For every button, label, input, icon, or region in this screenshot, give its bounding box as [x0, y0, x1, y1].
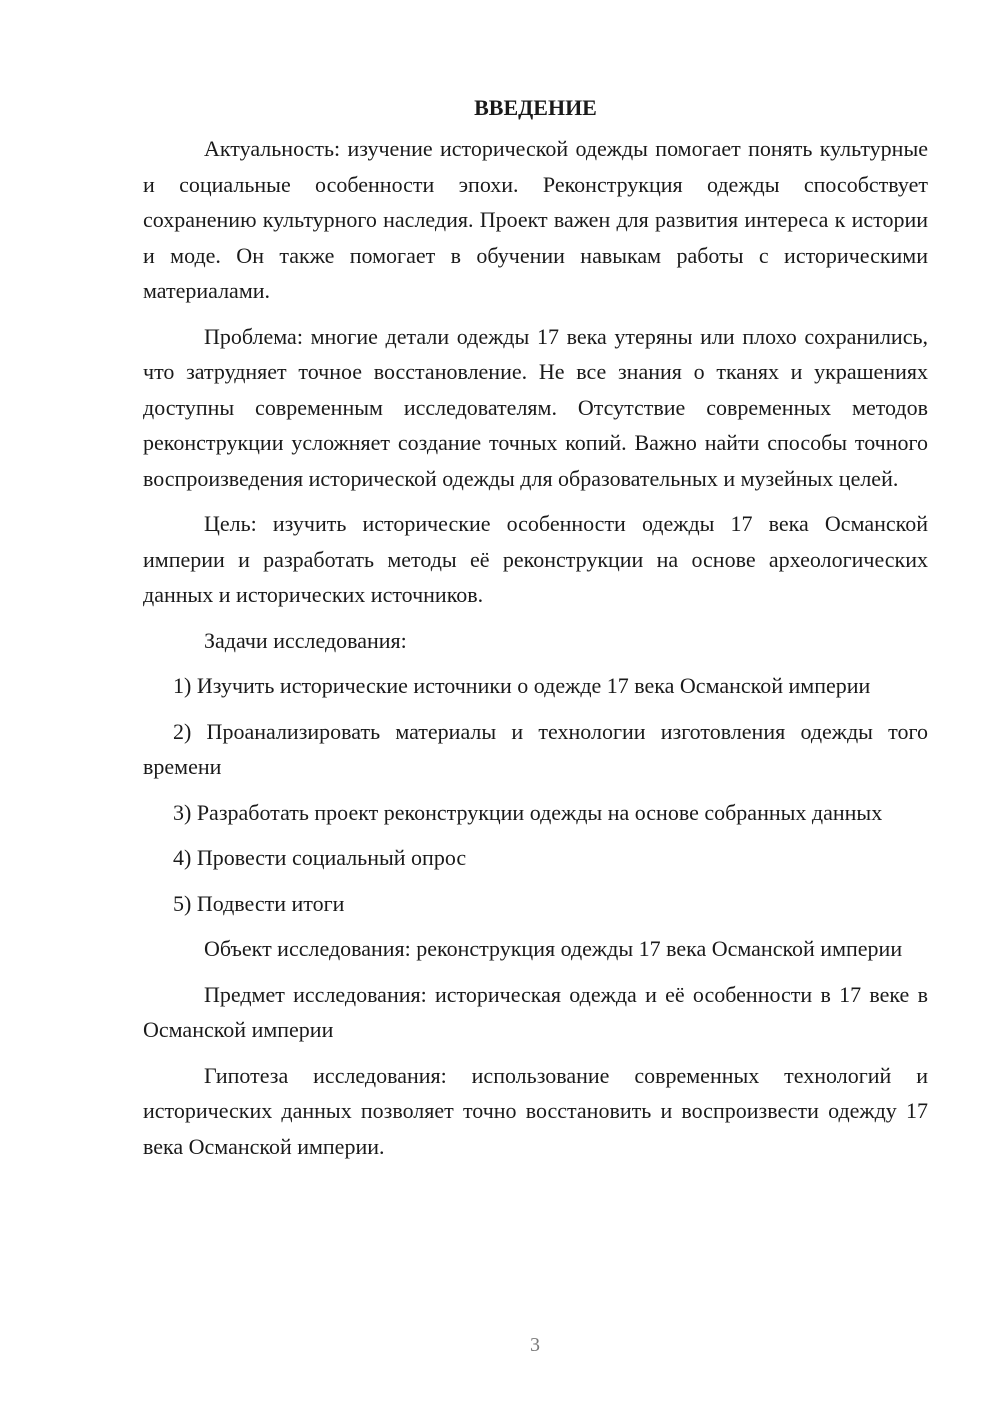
page-number: 3: [530, 1334, 540, 1356]
tasks-heading: Задачи исследования:: [204, 627, 407, 653]
page-title: ВВЕДЕНИЕ: [474, 95, 597, 120]
document-page: [143, 90, 928, 1174]
tasks-list: [143, 668, 928, 921]
paragraph-relevance: Актуальность: изучение исторической одежды помогает понять культурные и социальные особенности эпохи. Реконструкция одежды способствует сохранению культурного наследия. Проект важен для развития интереса к истории и моде. Он также помогает в обучении навыкам работы с историческими материалами.: [143, 136, 928, 303]
paragraph-object: Объект исследования: реконструкция одежды 17 века Османской империи: [204, 936, 903, 961]
paragraph-goal: Цель: изучить исторические особенности одежды 17 века Османской империи и разработать методы её реконструкции на основе археологических данных и исторических источников.: [143, 511, 928, 607]
paragraph-subject: Предмет исследования: историческая одежда и её особенности в 17 веке в Османской империи: [143, 981, 928, 1042]
paragraph-problem: Проблема: многие детали одежды 17 века утеряны или плохо сохранились, что затрудняет точное восстановление. Не все знания о тканях и украшениях доступны современным исследователям. Отсутствие современных методов реконструкции усложняет создание точных копий. Важно найти способы точного воспроизведения исторической одежды для образовательных и музейных целей.: [143, 323, 928, 491]
list-item: 5) Подвести итоги: [173, 890, 345, 916]
list-item: 1) Изучить исторические источники о одежде 17 века Османской империи: [173, 673, 871, 698]
list-item: 2) Проанализировать материалы и технологии изготовления одежды того времени: [143, 718, 928, 779]
list-item: 3) Разработать проект реконструкции одежды на основе собранных данных: [173, 799, 883, 825]
list-item: 4) Провести социальный опрос: [173, 845, 467, 870]
paragraph-hypothesis: Гипотеза исследования: использование современных технологий и исторических данных позволяет точно восстановить и воспроизвести одежду 17 века Османской империи.: [143, 1062, 928, 1159]
